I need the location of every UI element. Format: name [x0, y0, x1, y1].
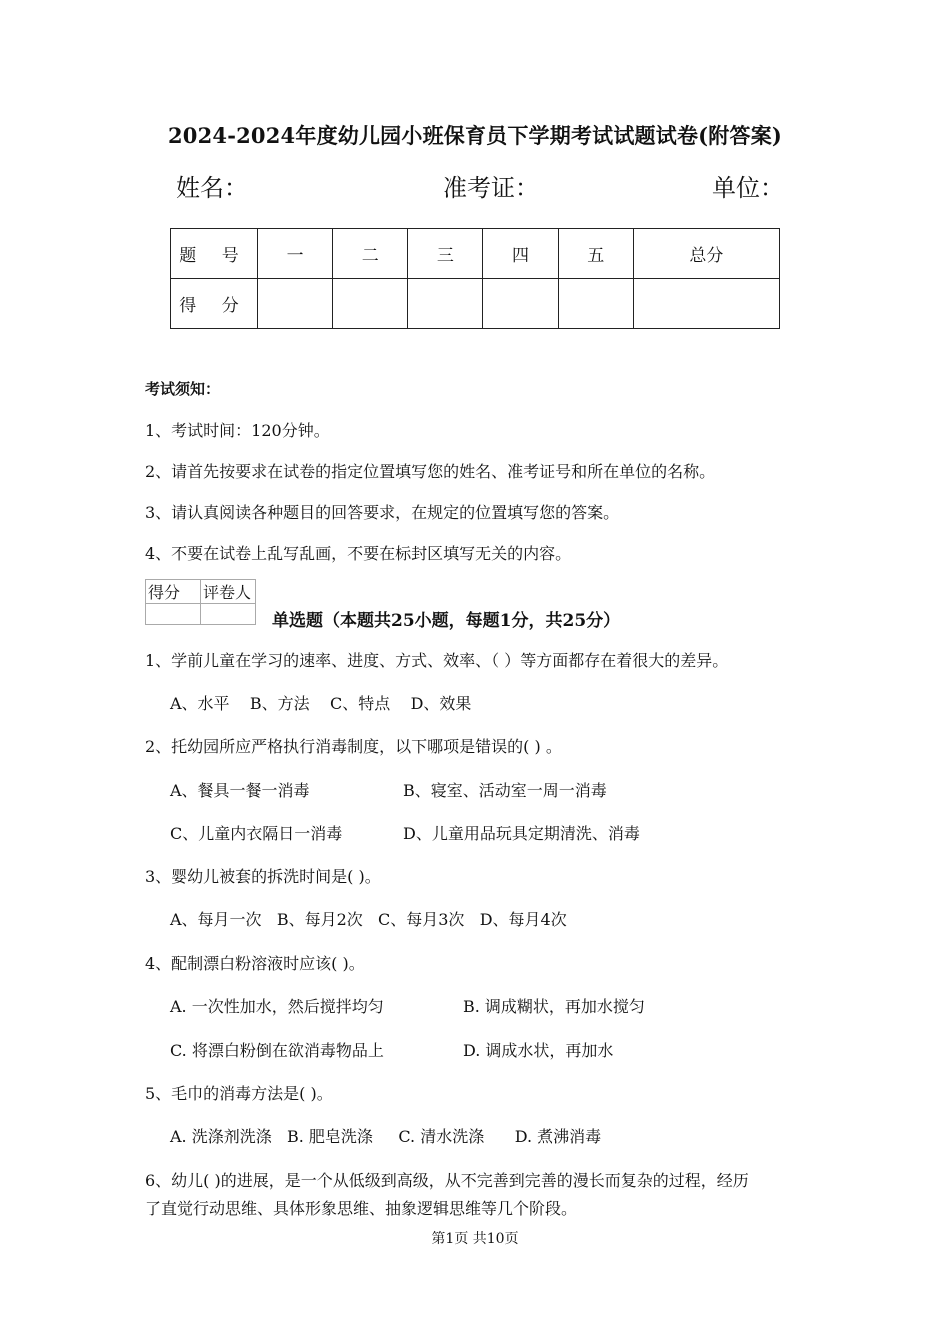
- header-cell: 一: [258, 229, 333, 279]
- question-text: 3、婴幼儿被套的拆洗时间是( )。: [145, 867, 381, 886]
- score-row-label: 得 分: [171, 279, 258, 329]
- score-table-score-row: [171, 279, 780, 329]
- header-cell: 二: [333, 229, 408, 279]
- score-cell[interactable]: [258, 279, 333, 329]
- score-cell[interactable]: [483, 279, 558, 329]
- question-options: A. 洗涤剂洗涤 B. 肥皂洗涤 C. 清水洗涤 D. 煮沸消毒: [170, 1127, 602, 1146]
- section-title: 单选题（本题共25小题，每题1分，共25分）: [272, 611, 621, 631]
- option-a: A、餐具一餐一消毒: [170, 781, 310, 800]
- header-cell: 三: [408, 229, 483, 279]
- option-a: A. 一次性加水，然后搅拌均匀: [170, 997, 384, 1016]
- grader-score-cell[interactable]: [146, 604, 201, 625]
- notice-heading: 考试须知：: [145, 380, 221, 398]
- option-c: C、儿童内衣隔日一消毒: [170, 824, 343, 843]
- option-b: B. 调成糊状，再加水搅匀: [463, 997, 645, 1016]
- score-cell[interactable]: [558, 279, 633, 329]
- header-cell: 总分: [633, 229, 779, 279]
- header-cell: 四: [483, 229, 558, 279]
- score-cell[interactable]: [408, 279, 483, 329]
- grader-name-label: 评卷人: [201, 580, 256, 604]
- notice-item: 1、考试时间：120分钟。: [145, 421, 330, 440]
- score-table-header-row: [171, 229, 780, 279]
- page-title: 2024-2024年度幼儿园小班保育员下学期考试试题试卷(附答案): [167, 123, 783, 148]
- option-d: D. 调成水状，再加水: [463, 1041, 614, 1060]
- option-c: C. 将漂白粉倒在欲消毒物品上: [170, 1041, 384, 1060]
- score-cell[interactable]: [333, 279, 408, 329]
- question-text: 6、幼儿( )的进展，是一个从低级到高级，从不完善到完善的漫长而复杂的过程，经历: [145, 1171, 749, 1190]
- question-text: 1、学前儿童在学习的速率、进度、方式、效率、（ ）等方面都存在着很大的差异。: [145, 651, 729, 670]
- question-options: A、每月一次 B、每月2次 C、每月3次 D、每月4次: [170, 910, 567, 929]
- header-cell: 题 号: [171, 229, 258, 279]
- notice-item: 4、不要在试卷上乱写乱画，不要在标封区填写无关的内容。: [145, 544, 572, 563]
- name-label: 姓名：: [176, 174, 248, 202]
- question-text-continued: 了直觉行动思维、具体形象思维、抽象逻辑思维等几个阶段。: [145, 1199, 578, 1218]
- unit-label: 单位：: [712, 174, 784, 202]
- grader-name-cell[interactable]: [201, 604, 256, 625]
- notice-item: 2、请首先按要求在试卷的指定位置填写您的姓名、准考证号和所在单位的名称。: [145, 462, 716, 481]
- notice-item: 3、请认真阅读各种题目的回答要求，在规定的位置填写您的答案。: [145, 503, 620, 522]
- header-cell: 五: [558, 229, 633, 279]
- score-cell[interactable]: [633, 279, 779, 329]
- grader-score-label: 得分: [146, 580, 201, 604]
- score-table: [170, 228, 780, 329]
- question-text: 4、配制漂白粉溶液时应该( )。: [145, 954, 365, 973]
- page-footer: 第1页 共10页: [431, 1231, 519, 1247]
- question-options: A、水平 B、方法 C、特点 D、效果: [170, 694, 472, 713]
- exam-id-label: 准考证：: [443, 174, 539, 202]
- grader-box: [145, 579, 256, 625]
- question-text: 2、托幼园所应严格执行消毒制度，以下哪项是错误的( ) 。: [145, 737, 562, 756]
- option-b: B、寝室、活动室一周一消毒: [403, 781, 607, 800]
- option-d: D、儿童用品玩具定期清洗、消毒: [403, 824, 640, 843]
- question-text: 5、毛巾的消毒方法是( )。: [145, 1084, 333, 1103]
